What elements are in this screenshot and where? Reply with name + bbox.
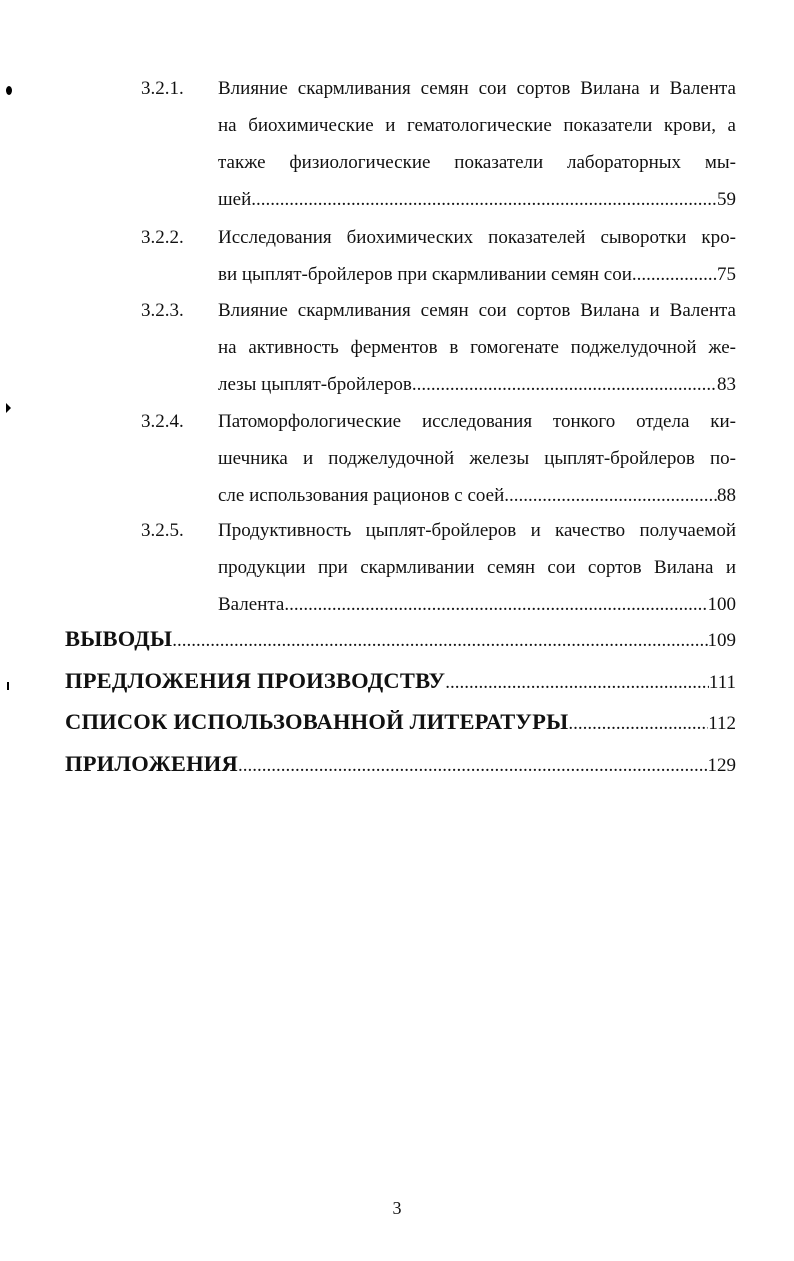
dot-leader [445, 672, 709, 694]
entry-last-line [218, 586, 736, 623]
entry-page-number: 59 [717, 189, 736, 210]
entry-text [218, 403, 736, 514]
dot-leader [251, 181, 717, 218]
scan-mark [7, 682, 9, 690]
entry-text [218, 70, 736, 218]
entry-text [218, 292, 736, 403]
entry-line: ви цыплят-бройлеров при скармливании семян сои [218, 264, 632, 285]
entry-number: 3.2.4. [141, 411, 184, 432]
toc-section[interactable] [65, 626, 736, 666]
dot-leader [568, 713, 708, 735]
entry-line: Патоморфологические исследования тонкого отдела ки- [218, 411, 736, 432]
section-page-number: 112 [708, 713, 736, 734]
entry-last-line [218, 477, 736, 514]
entry-line: Продуктивность цыплят-бройлеров и качество получаемой [218, 520, 736, 541]
entry-last-line [218, 181, 736, 218]
entry-number: 3.2.1. [141, 78, 184, 99]
toc-section[interactable] [65, 709, 736, 749]
entry-text [218, 512, 736, 623]
entry-line: Влияние скармливания семян сои сортов Вилана и Валента [218, 78, 736, 99]
section-page-number: 111 [708, 672, 736, 693]
entry-line: Валента [218, 594, 285, 615]
entry-page-number: 88 [717, 485, 736, 506]
toc-section[interactable] [65, 751, 736, 791]
dot-leader [412, 366, 717, 403]
scan-mark [6, 86, 12, 95]
dot-leader [284, 586, 707, 623]
entry-last-line [218, 256, 736, 293]
toc-section[interactable] [65, 668, 736, 708]
entry-number: 3.2.2. [141, 227, 184, 248]
dot-leader [238, 755, 708, 777]
entry-line: лезы цыплят-бройлеров [218, 374, 412, 395]
entry-line: на биохимические и гематологические показатели крови, а [218, 115, 736, 136]
scan-mark [6, 403, 11, 413]
entry-line: шей [218, 189, 252, 210]
dot-leader [632, 256, 717, 293]
entry-line: на активность ферментов в гомогенате поджелудочной же- [218, 337, 736, 358]
page-number: 3 [392, 1198, 402, 1218]
section-page-number: 129 [707, 755, 736, 776]
section-title: ВЫВОДЫ [65, 626, 173, 651]
entry-last-line [218, 366, 736, 403]
entry-number: 3.2.3. [141, 300, 184, 321]
dot-leader [504, 477, 717, 514]
entry-page-number: 100 [707, 594, 736, 615]
entry-line: сле использования рационов с соей [218, 485, 505, 506]
entry-line: также физиологические показатели лабораторных мы- [218, 152, 736, 173]
entry-number: 3.2.5. [141, 520, 184, 541]
section-title: ПРИЛОЖЕНИЯ [65, 751, 238, 776]
entry-line: шечника и поджелудочной железы цыплят-бройлеров по- [218, 448, 736, 469]
entry-line: Исследования биохимических показателей сыворотки кро- [218, 227, 736, 248]
dot-leader [172, 630, 707, 652]
entry-line: продукции при скармливании семян сои сортов Вилана и [218, 557, 736, 578]
entry-page-number: 75 [717, 264, 736, 285]
section-page-number: 109 [707, 630, 736, 651]
section-title: ПРЕДЛОЖЕНИЯ ПРОИЗВОДСТВУ [65, 668, 446, 693]
entry-page-number: 83 [717, 374, 736, 395]
entry-text [218, 219, 736, 293]
entry-line: Влияние скармливания семян сои сортов Вилана и Валента [218, 300, 736, 321]
section-title: СПИСОК ИСПОЛЬЗОВАННОЙ ЛИТЕРАТУРЫ [65, 709, 569, 734]
